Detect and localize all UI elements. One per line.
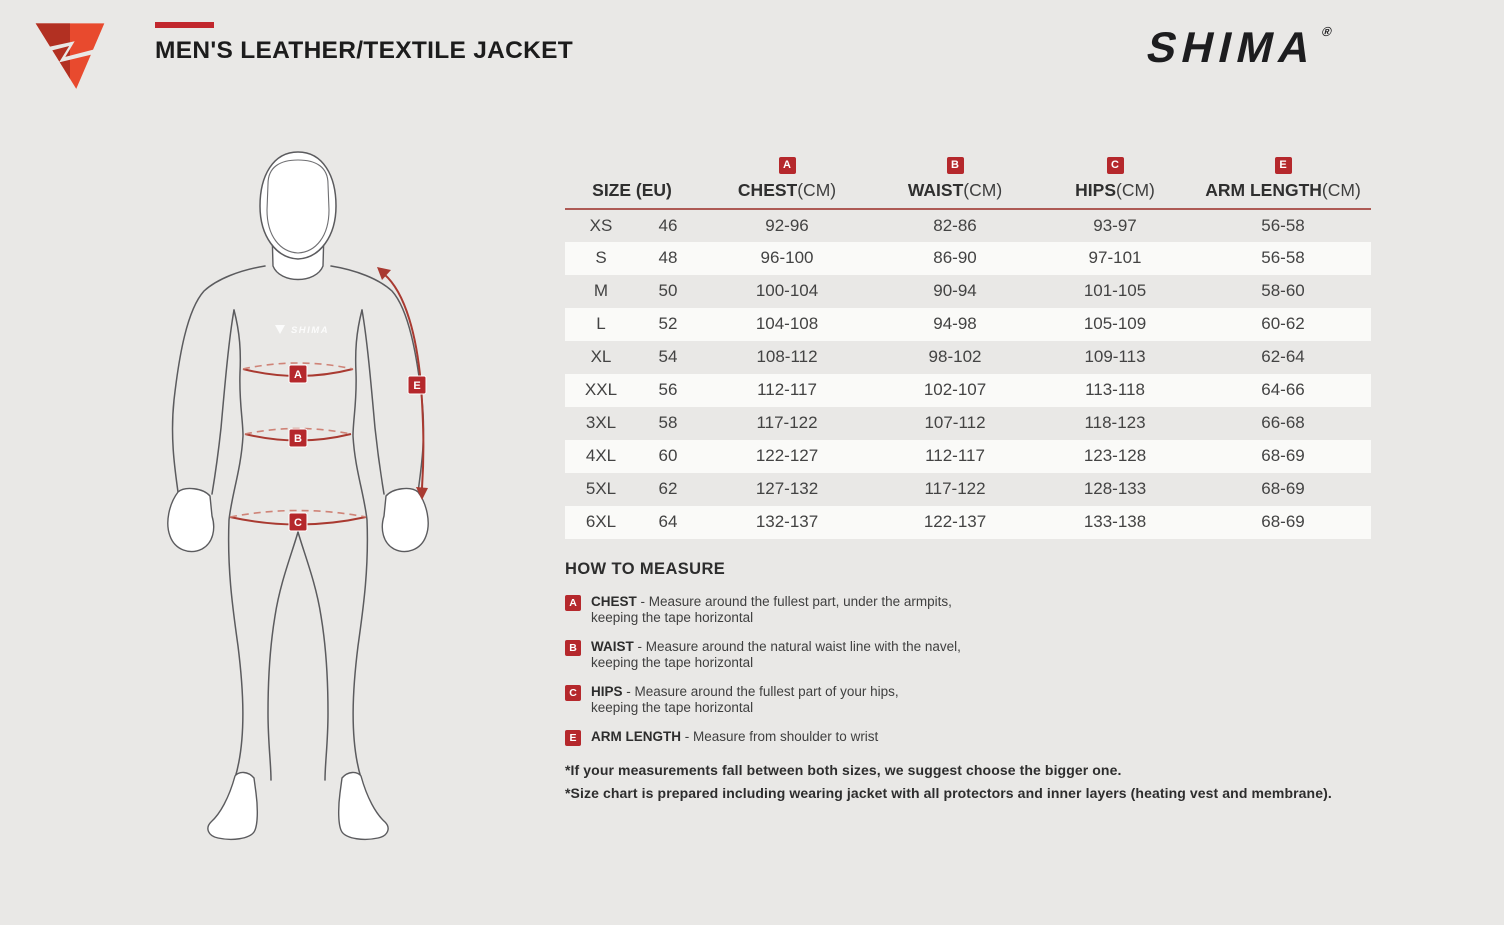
title-accent-bar [155,22,214,28]
arm-length-cell: 66-68 [1261,413,1305,432]
measure-instructions-list [565,594,1371,746]
measure-marker-badge: B [565,640,581,656]
size-column-header: SIZE (EU) [565,152,699,209]
size-cell: 4XL [585,446,617,465]
shima-logo-icon [30,14,110,92]
arm-length-cell: 68-69 [1261,512,1305,531]
waist-cell: 98-102 [928,347,982,366]
waist-cell: 122-137 [923,512,987,531]
measure-instruction-item [565,594,1371,626]
waist-column-header: B WAIST(CM) [875,152,1035,209]
size-cell: 5XL [585,479,617,498]
measure-instruction-text: HIPS - Measure around the fullest part of your hips, keeping the tape horizontal [591,683,899,715]
hips-cell: 113-118 [1085,380,1145,399]
column-marker-badge: A [779,157,796,174]
svg-text:B: B [294,433,302,445]
figure-marker-hips [289,513,307,531]
table-row [565,374,1371,407]
hips-cell: 93-97 [1093,215,1137,235]
figure-left-hand [168,489,214,552]
measure-marker-badge: C [565,685,581,701]
svg-text:C: C [294,517,302,529]
figure-left-foot [208,772,257,839]
arm-length-cell: 68-69 [1261,479,1305,498]
eu-cell: 60 [658,446,678,465]
brand-name: SHIMA [1142,24,1322,72]
size-cell: 3XL [585,413,617,432]
figure-right-foot [339,772,388,839]
figure-head [260,152,336,259]
chest-cell: 122-127 [755,446,819,465]
arm-length-column-header: E ARM LENGTH(CM) [1195,152,1371,209]
hips-cell: 133-138 [1083,512,1147,531]
size-table [565,152,1371,539]
chest-logo-watermark [275,325,329,336]
size-cell: 6XL [585,512,617,531]
figure-marker-arm-length [408,376,426,394]
waist-cell: 107-112 [924,413,986,432]
waist-cell: 90-94 [933,281,977,300]
size-cell: M [593,281,609,300]
arm-length-cell: 64-66 [1261,380,1305,399]
table-row [565,407,1371,440]
chest-cell: 104-108 [755,314,819,333]
hips-cell: 105-109 [1083,314,1147,333]
arm-length-cell: 56-58 [1261,248,1305,267]
eu-cell: 52 [658,314,678,333]
waist-cell: 86-90 [933,248,977,267]
table-row [565,341,1371,374]
arm-length-cell: 60-62 [1261,314,1305,333]
measure-instruction-item [565,684,1371,716]
arm-length-cell: 68-69 [1261,446,1305,465]
hips-column-header: C HIPS(CM) [1035,152,1195,209]
eu-cell: 62 [658,479,678,498]
table-row [565,506,1371,539]
measure-marker-badge: E [565,730,581,746]
page-title: MEN'S LEATHER/TEXTILE JACKET [155,37,574,64]
figure-marker-waist [289,429,307,447]
column-marker-badge: E [1275,157,1292,174]
measure-instruction-text: CHEST - Measure around the fullest part, under the armpits, keeping the tape horizontal [591,593,952,625]
waist-cell: 94-98 [933,314,977,333]
size-cell: XL [590,347,612,366]
table-row [565,308,1371,341]
arm-length-cell: 62-64 [1261,347,1305,366]
size-cell: S [595,248,607,267]
eu-cell: 56 [658,380,678,399]
eu-cell: 58 [658,413,678,432]
measurement-figure [108,138,492,862]
waist-cell: 102-107 [923,380,987,399]
how-to-measure-heading: HOW TO MEASURE [565,559,726,578]
chest-column-header: A CHEST(CM) [699,152,875,209]
measure-marker-badge: A [565,595,581,611]
chest-cell: 108-112 [756,347,818,366]
hips-cell: 97-101 [1088,248,1142,267]
hips-cell: 109-113 [1084,347,1146,366]
eu-cell: 54 [658,347,678,366]
hips-cell: 101-105 [1083,281,1147,300]
eu-cell: 50 [658,281,678,300]
table-row [565,209,1371,242]
table-row [565,275,1371,308]
measure-instruction-text: WAIST - Measure around the natural waist line with the navel, keeping the tape horizontal [591,638,961,670]
chest-cell: 100-104 [755,281,819,300]
measure-instruction-text: ARM LENGTH - Measure from shoulder to wrist [591,728,879,744]
measure-instruction-item [565,639,1371,671]
figure-marker-chest [289,365,307,383]
column-marker-badge: B [947,157,964,174]
registered-trademark-symbol: ® [1320,24,1334,39]
waist-cell: 112-117 [925,446,985,465]
size-table-body [565,209,1371,539]
size-cell: L [596,314,606,333]
size-cell: XXL [584,380,618,399]
eu-cell: 48 [658,248,678,267]
mannequin-diagram [108,138,492,862]
chest-cell: 96-100 [760,248,814,267]
waist-cell: 117-122 [924,479,986,498]
chest-cell: 117-122 [756,413,818,432]
footnote-sizes: *If your measurements fall between both sizes, we suggest choose the bigger one. [565,761,1122,778]
svg-text:E: E [413,380,421,392]
footnotes [565,762,1371,801]
arm-length-cell: 56-58 [1261,215,1305,235]
table-header-row [565,152,1371,209]
hips-cell: 123-128 [1083,446,1147,465]
chest-cell: 92-96 [765,215,809,235]
table-row [565,242,1371,275]
svg-text:A: A [294,369,302,381]
table-row [565,473,1371,506]
brand-wordmark [1142,24,1333,73]
eu-cell: 46 [658,215,678,235]
eu-cell: 64 [658,512,678,531]
size-cell: XS [589,215,613,235]
size-info-panel [565,152,1371,808]
measure-instruction-item [565,729,1371,746]
column-marker-badge: C [1107,157,1124,174]
chest-cell: 127-132 [755,479,819,498]
title-block [155,22,573,65]
chest-cell: 132-137 [755,512,819,531]
svg-text:SHIMA: SHIMA [290,325,330,336]
waist-cell: 82-86 [933,215,977,235]
chest-cell: 112-117 [757,380,817,399]
hips-cell: 128-133 [1083,479,1147,498]
arm-length-cell: 58-60 [1261,281,1305,300]
table-row [565,440,1371,473]
footnote-chart: *Size chart is prepared including wearing jacket with all protectors and inner layers (heating vest and membrane). [565,784,1332,801]
hips-cell: 118-123 [1084,413,1146,432]
